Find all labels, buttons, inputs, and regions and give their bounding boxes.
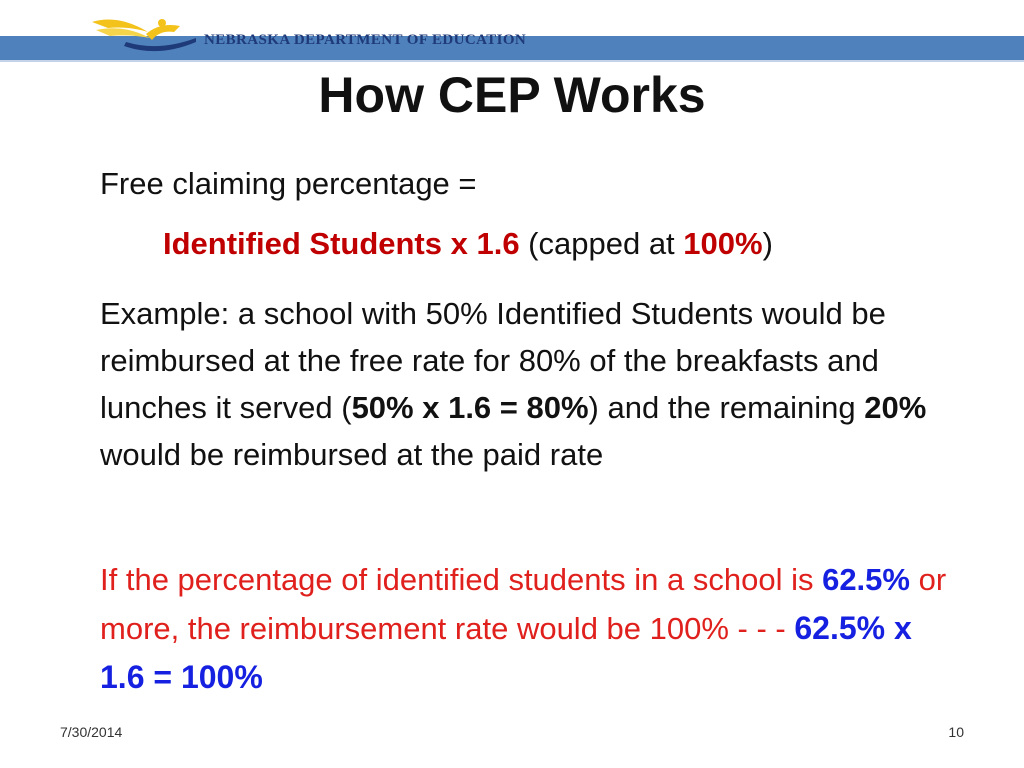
cap-part1: If the percentage of identified students in a school is (100, 562, 823, 597)
formula-middle: (capped at (519, 226, 684, 261)
department-name: NEBRASKA DEPARTMENT OF EDUCATION (204, 32, 527, 48)
formula-line (163, 226, 773, 262)
example-remaining: 20% (864, 390, 927, 425)
cap-threshold: 62.5% (822, 562, 910, 597)
example-part1: Example: a school with 50% Identified Students would be reimbursed at the free rate for 80% of the breakfasts and lunches it served ( (100, 296, 886, 425)
cap-part2: or more, the reimbursement rate would be 100% - - - (100, 562, 947, 646)
sower-icon (88, 12, 198, 58)
formula-end: ) (762, 226, 773, 261)
cap-equation: 62.5% x 1.6 = 100% (100, 610, 912, 695)
footer-date: 7/30/2014 (60, 724, 123, 740)
page-number: 10 (948, 724, 964, 740)
example-part2: ) and the remaining (588, 390, 865, 425)
department-logo (88, 12, 588, 58)
example-calc: 50% x 1.6 = 80% (351, 390, 589, 425)
cap-note (100, 556, 960, 702)
formula-highlight: Identified Students x 1.6 (163, 226, 520, 261)
header-bar-shadow (0, 60, 1024, 62)
formula-cap: 100% (683, 226, 763, 261)
example-paragraph (100, 290, 960, 478)
slide-title: How CEP Works (318, 67, 706, 123)
formula-intro: Free claiming percentage = (100, 166, 477, 201)
example-part3: would be reimbursed at the paid rate (100, 437, 604, 472)
